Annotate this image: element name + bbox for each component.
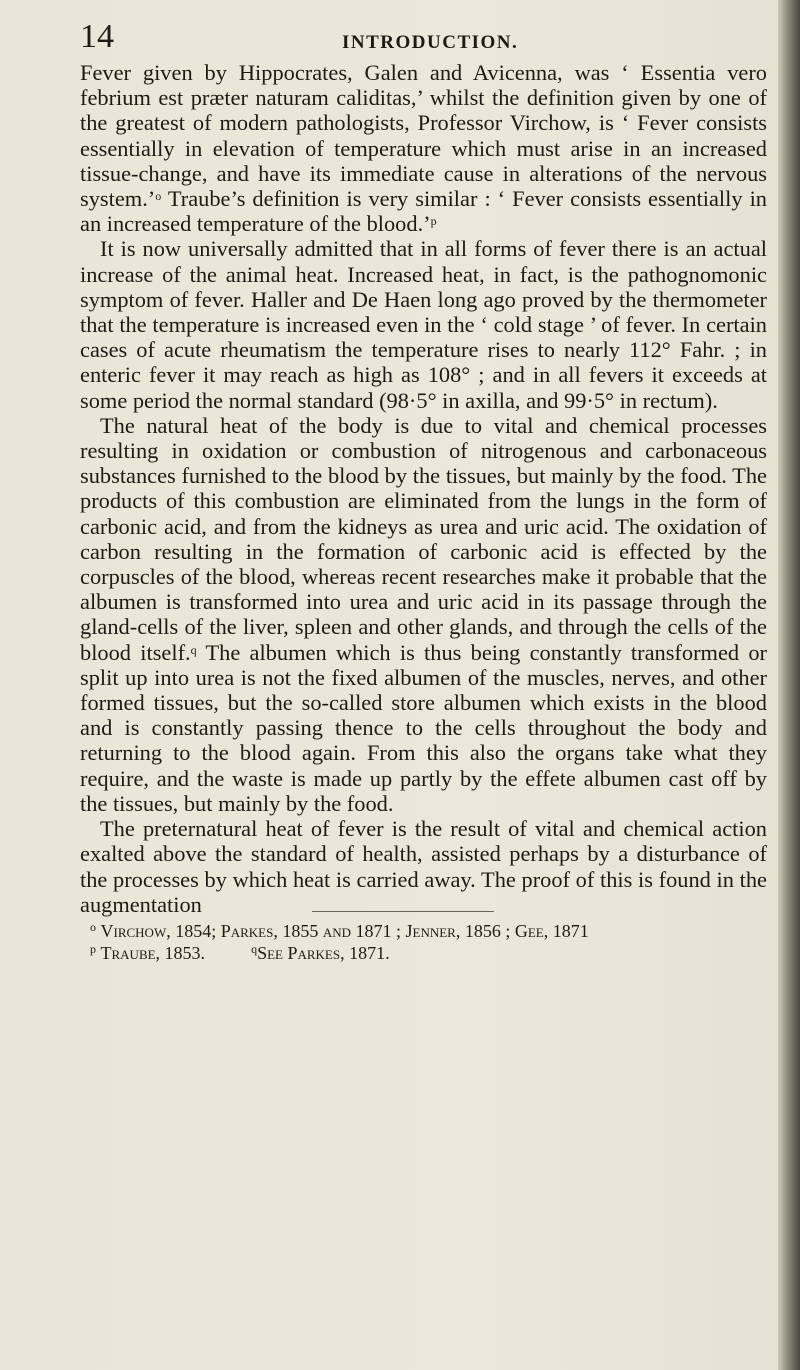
footnote-mark-p: p xyxy=(90,942,96,956)
running-head: INTRODUCTION. xyxy=(342,32,519,53)
paragraph-2 xyxy=(80,236,767,412)
footnote-row xyxy=(90,920,770,942)
paragraph-3 xyxy=(80,413,767,816)
paragraph-1-text-b: Traube’s definition is very similar : ‘ Fever consists essentially in an increased temperature of the blood.’ xyxy=(80,186,767,237)
footnote-ref-p: p xyxy=(430,214,437,229)
footnote-q-text: See Parkes, 1871. xyxy=(257,943,390,963)
paragraph-4-text: The preternatural heat of fever is the result of vital and chemical action exalted above the standard of health, assisted perhaps by a disturbance of the processes by which heat is carried away. The proof of this is found in the augmentation xyxy=(80,816,767,917)
footnote-rule xyxy=(312,911,494,912)
paragraph-3-text-a: The natural heat of the body is due to vital and chemical processes resulting in oxidation or combustion of nitrogenous and carbonaceous substances furnished to the blood by the tissues, but mainly by the food. The products of this combustion are eliminated from the lungs in the form of carbonic acid, and from the kidneys as urea and uric acid. The oxidation of carbon resulting in the formation of carbonic acid is effected by the corpuscles of the blood, whereas recent researches make it probable that the albumen is transformed into urea and uric acid in its passage through the gland-cells of the liver, spleen and other glands, and through the cells of the blood itself. xyxy=(80,412,767,665)
paragraph-1 xyxy=(80,60,767,236)
footnote-row xyxy=(90,942,770,964)
footnote-p xyxy=(90,942,205,964)
footnote-mark-q: q xyxy=(251,942,258,956)
footnote-p-text: Traube, 1853. xyxy=(100,943,206,963)
footnote-o xyxy=(90,920,589,942)
paragraph-2-text: It is now universally admitted that in all forms of fever there is an actual increase of the animal heat. Increased heat, in fact, is the pathognomonic symptom of fever. Haller and De Haen long ago proved by the thermometer that the temperature is increased even in the ‘ cold stage ’ of fever. In certain cases of acute rheumatism the temperature rises to nearly 112° Fahr. ; in enteric fever it may reach as high as 108° ; and in all fevers it exceeds at some period the normal standard (98·5° in axilla, and 99·5° in rectum). xyxy=(80,236,767,413)
footnote-mark-o: o xyxy=(90,920,96,934)
footnote-ref-o: o xyxy=(155,189,162,204)
footnote-q xyxy=(251,942,390,964)
body-text xyxy=(80,60,767,917)
footnote-ref-q: q xyxy=(190,642,197,657)
page-number: 14 xyxy=(80,18,114,55)
footnotes xyxy=(90,920,770,964)
page-header xyxy=(80,18,780,62)
paragraph-4 xyxy=(80,816,767,917)
paragraph-1-text-a: Fever given by Hippocrates, Galen and Avicenna, was ‘ Essentia vero febrium est præter naturam caliditas,’ whilst the definition given by one of the greatest of modern pathologists, Professor Virchow, is ‘ Fever consists essentially in elevation of temperature which must arise in an increased tissue-change, and have its immediate cause in alterations of the nervous system.’ xyxy=(80,60,767,212)
paragraph-3-text-b: The albumen which is thus being constantly transformed or split up into urea is not the fixed albumen of the muscles, nerves, and other formed tissues, but the so-called store albumen which exists in the blood and is constantly passing thence to the cells throughout the body and returning to the blood again. From this also the organs take what they require, and the waste is made up partly by the effete albumen cast off by the tissues, but mainly by the food. xyxy=(80,639,767,816)
page-edge-shadow xyxy=(778,0,800,1370)
footnote-o-text: Virchow, 1854; Parkes, 1855 and 1871 ; Jenner, 1856 ; Gee, 1871 xyxy=(100,921,589,941)
